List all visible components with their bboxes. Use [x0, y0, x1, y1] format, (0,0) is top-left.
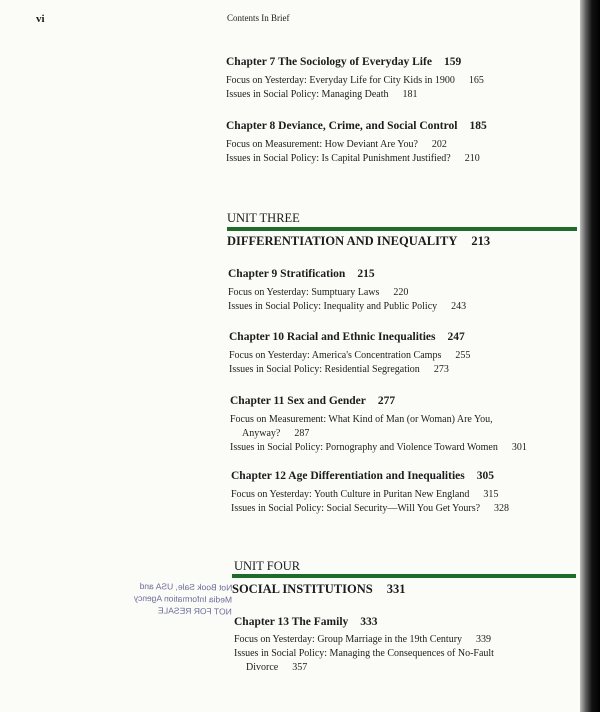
unit-four-rule — [232, 574, 576, 578]
chapter-13-item-2-cont: Divorce 357 — [246, 662, 308, 673]
chapter-10-item-1: Focus on Yesterday: America's Concentration Camps 255 — [229, 350, 471, 361]
chapter-10-item-2: Issues in Social Policy: Residential Segregation 273 — [229, 364, 449, 375]
chapter-10-heading: Chapter 10 Racial and Ethnic Inequalities 247 — [229, 331, 465, 343]
book-binding-edge — [580, 0, 600, 712]
chapter-13-item-2: Issues in Social Policy: Managing the Consequences of No-Fault — [234, 648, 494, 659]
chapter-9-item-2: Issues in Social Policy: Inequality and Public Policy 243 — [228, 301, 467, 312]
chapter-12-item-2: Issues in Social Policy: Social Security—Will You Get Yours? 328 — [231, 503, 510, 514]
resale-stamp: Not Book Sale, USA and Media Information Agency NOT FOR RESALE — [133, 580, 233, 617]
chapter-7-item-2: Issues in Social Policy: Managing Death 181 — [226, 89, 418, 100]
chapter-9-item-1: Focus on Yesterday: Sumptuary Laws 220 — [228, 287, 409, 298]
chapter-8-item-2: Issues in Social Policy: Is Capital Punishment Justified? 210 — [226, 153, 480, 164]
unit-three-rule — [227, 227, 577, 231]
chapter-11-heading: Chapter 11 Sex and Gender 277 — [230, 395, 396, 407]
chapter-9-heading: Chapter 9 Stratification 215 — [228, 268, 375, 280]
chapter-13-heading: Chapter 13 The Family 333 — [234, 616, 378, 628]
chapter-8-heading: Chapter 8 Deviance, Crime, and Social Control 185 — [226, 120, 487, 132]
chapter-7-heading: Chapter 7 The Sociology of Everyday Life 159 — [226, 56, 462, 68]
page-folio: vi — [36, 13, 45, 25]
chapter-12-heading: Chapter 12 Age Differentiation and Inequalities 305 — [231, 470, 494, 482]
chapter-11-item-2: Issues in Social Policy: Pornography and Violence Toward Women 301 — [230, 442, 527, 453]
unit-four-title: SOCIAL INSTITUTIONS 331 — [232, 582, 406, 596]
chapter-11-item-1: Focus on Measurement: What Kind of Man (or Woman) Are You, — [230, 414, 493, 425]
chapter-13-item-1: Focus on Yesterday: Group Marriage in the 19th Century 339 — [234, 634, 492, 645]
chapter-11-item-1-cont: Anyway? 287 — [242, 428, 310, 439]
unit-three-label: UNIT THREE — [227, 211, 300, 225]
chapter-12-item-1: Focus on Yesterday: Youth Culture in Puritan New England 315 — [231, 489, 499, 500]
running-title: Contents In Brief — [227, 13, 290, 23]
unit-three-title: DIFFERENTIATION AND INEQUALITY 213 — [227, 234, 491, 248]
unit-four-label: UNIT FOUR — [234, 559, 301, 573]
chapter-8-item-1: Focus on Measurement: How Deviant Are You? 202 — [226, 139, 447, 150]
chapter-7-item-1: Focus on Yesterday: Everyday Life for City Kids in 1900 165 — [226, 75, 484, 86]
